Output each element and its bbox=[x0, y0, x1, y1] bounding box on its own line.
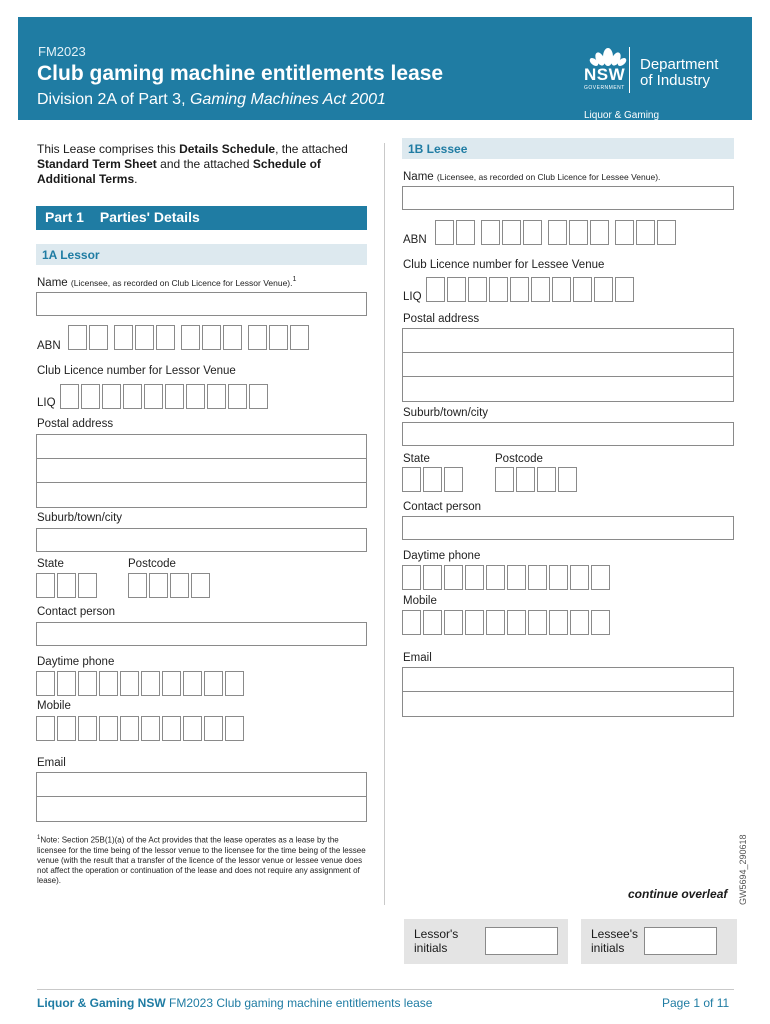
lessor-contact-input[interactable] bbox=[36, 622, 367, 646]
lessee-liq-input[interactable] bbox=[426, 277, 636, 302]
lessee-suburb-label: Suburb/town/city bbox=[403, 407, 489, 419]
lessor-initials-panel bbox=[404, 919, 568, 964]
continue-overleaf: continue overleaf bbox=[628, 887, 728, 901]
form-subtitle: Division 2A of Part 3, Gaming Machines Act 2001 bbox=[37, 91, 386, 108]
lessee-phone-label: Daytime phone bbox=[403, 550, 481, 562]
lessor-state-label: State bbox=[37, 558, 64, 570]
lessor-heading: 1A Lessor bbox=[36, 244, 367, 265]
lessee-initials-panel bbox=[581, 919, 737, 964]
lessee-state-input[interactable] bbox=[402, 467, 465, 492]
logo-government: GOVERNMENT bbox=[584, 85, 625, 91]
lessee-name-label: Name (Licensee, as recorded on Club Licence for Lessee Venue). bbox=[403, 171, 661, 183]
logo-nsw: NSW bbox=[584, 65, 626, 84]
lessor-initials-input[interactable] bbox=[485, 927, 558, 955]
lessee-mobile-label: Mobile bbox=[403, 595, 437, 607]
lessee-email-label: Email bbox=[403, 652, 432, 664]
lessee-postal-label: Postal address bbox=[403, 313, 480, 325]
lessor-mobile-input[interactable] bbox=[36, 716, 246, 741]
lessor-liq-input[interactable] bbox=[60, 384, 270, 409]
lessee-postcode-label: Postcode bbox=[495, 453, 543, 465]
lessor-name-label: Name (Licensee, as recorded on Club Licence for Lessor Venue).$^1$ bbox=[37, 276, 297, 289]
logo-department: Department of Industry bbox=[640, 56, 719, 89]
lessee-abn-label: ABN bbox=[403, 234, 427, 246]
lessee-suburb-input[interactable] bbox=[402, 422, 734, 446]
lessor-mobile-label: Mobile bbox=[37, 700, 71, 712]
lessor-suburb-input[interactable] bbox=[36, 528, 367, 552]
form-title: Club gaming machine entitlements lease bbox=[37, 62, 444, 85]
part1-heading: Part 1 Parties' Details bbox=[36, 206, 367, 230]
lessee-mobile-input[interactable] bbox=[402, 610, 612, 635]
header-banner bbox=[18, 17, 752, 120]
column-divider bbox=[384, 143, 385, 905]
lessor-postcode-label: Postcode bbox=[128, 558, 176, 570]
lessor-email-input[interactable] bbox=[36, 772, 367, 822]
lessor-suburb-label: Suburb/town/city bbox=[37, 512, 123, 524]
lessor-abn-input[interactable] bbox=[68, 325, 311, 350]
lessor-liq-label: LIQ bbox=[37, 397, 56, 409]
lessor-postal-input[interactable] bbox=[36, 434, 367, 508]
intro-text: This Lease comprises this Details Schedule, the attached Standard Term Sheet and the attached Schedule of Additional Terms. bbox=[37, 142, 348, 186]
lessee-initials-input[interactable] bbox=[644, 927, 717, 955]
lessor-email-label: Email bbox=[37, 757, 66, 769]
lessee-abn-input[interactable] bbox=[435, 220, 678, 245]
lessee-contact-input[interactable] bbox=[402, 516, 734, 540]
lessor-postcode-input[interactable] bbox=[128, 573, 212, 598]
lessor-state-input[interactable] bbox=[36, 573, 99, 598]
footnote: $^1$Note: Section 25B(1)(a) of the Act provides that the lease operates as a lease by the licensee for the time being of the lessor venue to the licensee for the time being of the lessee venue (with the result that a transfer of the licence of the lessor venue or lessee venue does not affect the operation or continuation of the lease and does not require any assignment of lease). bbox=[37, 835, 366, 885]
form-code: FM2023 bbox=[38, 44, 86, 59]
lessor-abn-label: ABN bbox=[37, 340, 61, 352]
form-side-code: GW5694_290618 bbox=[738, 834, 748, 905]
lessee-postcode-input[interactable] bbox=[495, 467, 579, 492]
lessor-contact-label: Contact person bbox=[37, 606, 115, 618]
lessor-phone-label: Daytime phone bbox=[37, 656, 115, 668]
lessee-name-input[interactable] bbox=[402, 186, 734, 210]
lessor-club-licence-label: Club Licence number for Lessor Venue bbox=[37, 365, 236, 377]
page-number: Page 1 of 11 bbox=[662, 996, 730, 1010]
lessee-heading: 1B Lessee bbox=[402, 138, 734, 159]
lessor-phone-input[interactable] bbox=[36, 671, 246, 696]
lessor-postal-label: Postal address bbox=[37, 418, 114, 430]
lessor-name-input[interactable] bbox=[36, 292, 367, 316]
logo-divider bbox=[629, 47, 630, 93]
lessee-liq-label: LIQ bbox=[403, 291, 422, 303]
logo-division: Liquor & Gaming bbox=[584, 110, 660, 121]
footer-divider bbox=[37, 989, 734, 990]
lessee-phone-input[interactable] bbox=[402, 565, 612, 590]
lessee-club-licence-label: Club Licence number for Lessee Venue bbox=[403, 259, 605, 271]
lessee-initials-label: Lessee's initials bbox=[591, 927, 638, 955]
lessee-email-input[interactable] bbox=[402, 667, 734, 717]
lessor-initials-label: Lessor's initials bbox=[414, 927, 459, 955]
footer-title: Liquor & Gaming NSW FM2023 Club gaming machine entitlements lease bbox=[37, 996, 433, 1010]
lessee-contact-label: Contact person bbox=[403, 501, 481, 513]
lessee-postal-input[interactable] bbox=[402, 328, 734, 402]
lessee-state-label: State bbox=[403, 453, 430, 465]
